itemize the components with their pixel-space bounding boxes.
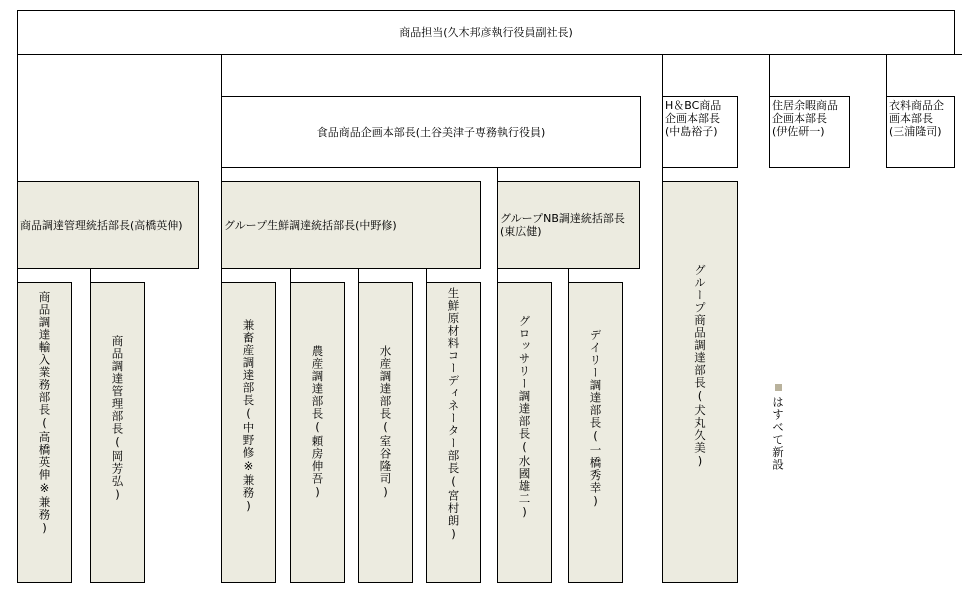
dept-label: 農産調達部長(頼房伸吾) bbox=[310, 345, 325, 500]
dept-label: グロッサリー調達部長(水國雄二) bbox=[517, 315, 532, 520]
dept-label: グループ商品調達部長(犬丸久美) bbox=[693, 264, 707, 469]
new-dept-legend-swatch bbox=[775, 384, 782, 391]
procurement-mgmt-box: 商品調達管理統括部長(高橋英伸) bbox=[17, 181, 199, 269]
connector bbox=[221, 167, 222, 182]
dept-box-procurement-mgmt bbox=[90, 282, 145, 583]
connector bbox=[17, 54, 18, 182]
top-executive-box: 商品担当(久木邦彦執行役員副社長) bbox=[17, 10, 955, 55]
connector bbox=[90, 268, 91, 283]
connector bbox=[221, 54, 222, 97]
connector bbox=[662, 54, 663, 97]
connector bbox=[769, 54, 770, 97]
dept-label: 商品調達輸入業務部長(高橋英伸※兼務) bbox=[37, 291, 52, 536]
connector bbox=[221, 268, 222, 283]
dept-label: 兼畜産調達部長(中野修※兼務) bbox=[241, 319, 256, 514]
nb-procurement-box: グループNB調達統括部長 (東広健) bbox=[497, 181, 640, 269]
dept-box-fresh-material bbox=[426, 282, 481, 583]
dept-box-livestock bbox=[221, 282, 276, 583]
dept-label: デイリー調達部長(一橋秀幸) bbox=[588, 329, 603, 509]
connector bbox=[358, 268, 359, 283]
dept-label: 商品調達管理部長(岡芳弘) bbox=[110, 335, 125, 503]
clothing-division-box: 衣料商品企 画本部長 (三浦隆司) bbox=[886, 96, 955, 168]
dept-box-import bbox=[17, 282, 72, 583]
food-division-box: 食品商品企画本部長(土谷美津子専務執行役員) bbox=[221, 96, 641, 168]
connector bbox=[662, 167, 663, 182]
dept-box-marine bbox=[358, 282, 413, 583]
connector bbox=[886, 54, 887, 97]
connector bbox=[290, 268, 291, 283]
connector bbox=[497, 268, 498, 283]
dept-box-agri bbox=[290, 282, 345, 583]
hbc-division-box: H＆BC商品 企画本部長 (中島裕子) bbox=[662, 96, 738, 168]
connector bbox=[17, 268, 18, 283]
connector bbox=[426, 268, 427, 283]
fresh-procurement-box: グループ生鮮調達統括部長(中野修) bbox=[221, 181, 481, 269]
dept-box-grocery bbox=[497, 282, 552, 583]
dept-box-group-goods bbox=[662, 181, 738, 583]
dept-box-daily bbox=[568, 282, 623, 583]
connector bbox=[497, 167, 498, 182]
dept-label: 水産調達部長(室谷隆司) bbox=[378, 345, 393, 500]
dept-label: 生鮮原材料コーディネーター部長(宮村朗) bbox=[446, 287, 461, 542]
new-dept-legend-text: はすべて新設 bbox=[771, 396, 785, 471]
housing-division-box: 住居余暇商品 企画本部長 (伊佐研一) bbox=[769, 96, 850, 168]
connector bbox=[568, 268, 569, 283]
